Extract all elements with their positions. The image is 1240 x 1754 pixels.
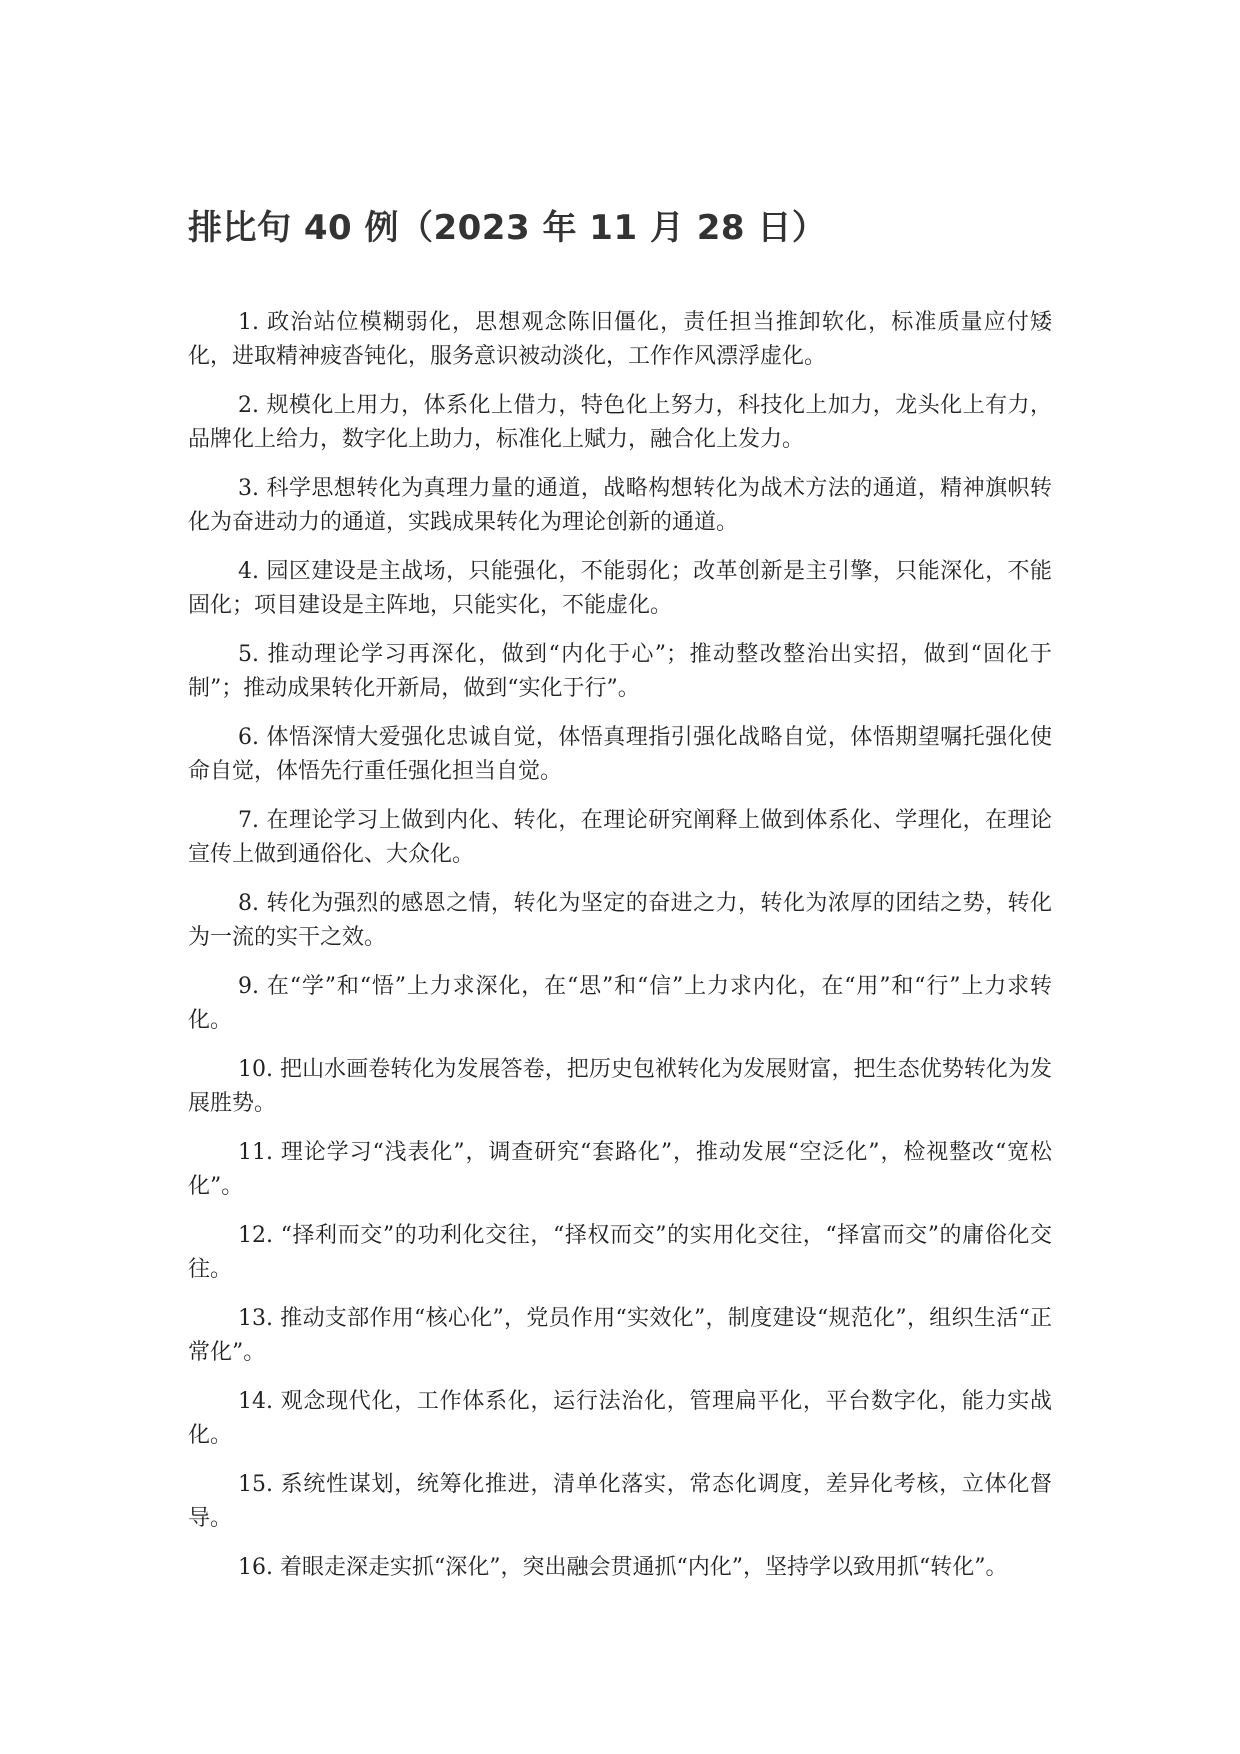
list-item: 13. 推动支部作用“核心化”，党员作用“实效化”，制度建设“规范化”，组织生活“正常化”。	[188, 1306, 1052, 1365]
list-item: 10. 把山水画卷转化为发展答卷，把历史包袱转化为发展财富，把生态优势转化为发展胜势。	[188, 1057, 1052, 1116]
list-item: 15. 系统性谋划，统筹化推进，清单化落实，常态化调度，差异化考核，立体化督导。	[188, 1472, 1052, 1531]
list-item: 14. 观念现代化，工作体系化，运行法治化，管理扁平化，平台数字化，能力实战化。	[188, 1389, 1052, 1448]
list-item: 4. 园区建设是主战场，只能强化，不能弱化；改革创新是主引擎，只能深化，不能固化；项目建设是主阵地，只能实化，不能虚化。	[188, 559, 1052, 618]
list-item: 3. 科学思想转化为真理力量的通道，战略构想转化为战术方法的通道，精神旗帜转化为奋进动力的通道，实践成果转化为理论创新的通道。	[188, 476, 1052, 535]
list-item: 1. 政治站位模糊弱化，思想观念陈旧僵化，责任担当推卸软化，标准质量应付矮化，进取精神疲沓钝化，服务意识被动淡化，工作作风漂浮虚化。	[188, 310, 1052, 369]
page-title: 排比句 40 例（2023 年 11 月 28 日）	[188, 208, 827, 248]
list-item: 2. 规模化上用力，体系化上借力，特色化上努力，科技化上加力，龙头化上有力，品牌化上给力，数字化上助力，标准化上赋力，融合化上发力。	[188, 393, 1052, 452]
list-item: 11. 理论学习“浅表化”，调查研究“套路化”，推动发展“空泛化”，检视整改“宽松化”。	[188, 1140, 1052, 1199]
list-item: 8. 转化为强烈的感恩之情，转化为坚定的奋进之力，转化为浓厚的团结之势，转化为一流的实干之效。	[188, 891, 1052, 950]
list-item: 9. 在“学”和“悟”上力求深化，在“思”和“信”上力求内化，在“用”和“行”上力求转化。	[188, 974, 1052, 1033]
parallelism-list	[188, 306, 1052, 1600]
list-item: 5. 推动理论学习再深化，做到“内化于心”；推动整改整治出实招，做到“固化于制”；推动成果转化开新局，做到“实化于行”。	[188, 642, 1052, 701]
list-item: 7. 在理论学习上做到内化、转化，在理论研究阐释上做到体系化、学理化，在理论宣传上做到通俗化、大众化。	[188, 808, 1052, 867]
list-item: 12. “择利而交”的功利化交往，“择权而交”的实用化交往，“择富而交”的庸俗化交往。	[188, 1223, 1052, 1282]
list-item: 16. 着眼走深走实抓“深化”，突出融会贯通抓“内化”，坚持学以致用抓“转化”。	[238, 1555, 1008, 1580]
list-item: 6. 体悟深情大爱强化忠诚自觉，体悟真理指引强化战略自觉，体悟期望嘱托强化使命自觉，体悟先行重任强化担当自觉。	[188, 725, 1052, 784]
